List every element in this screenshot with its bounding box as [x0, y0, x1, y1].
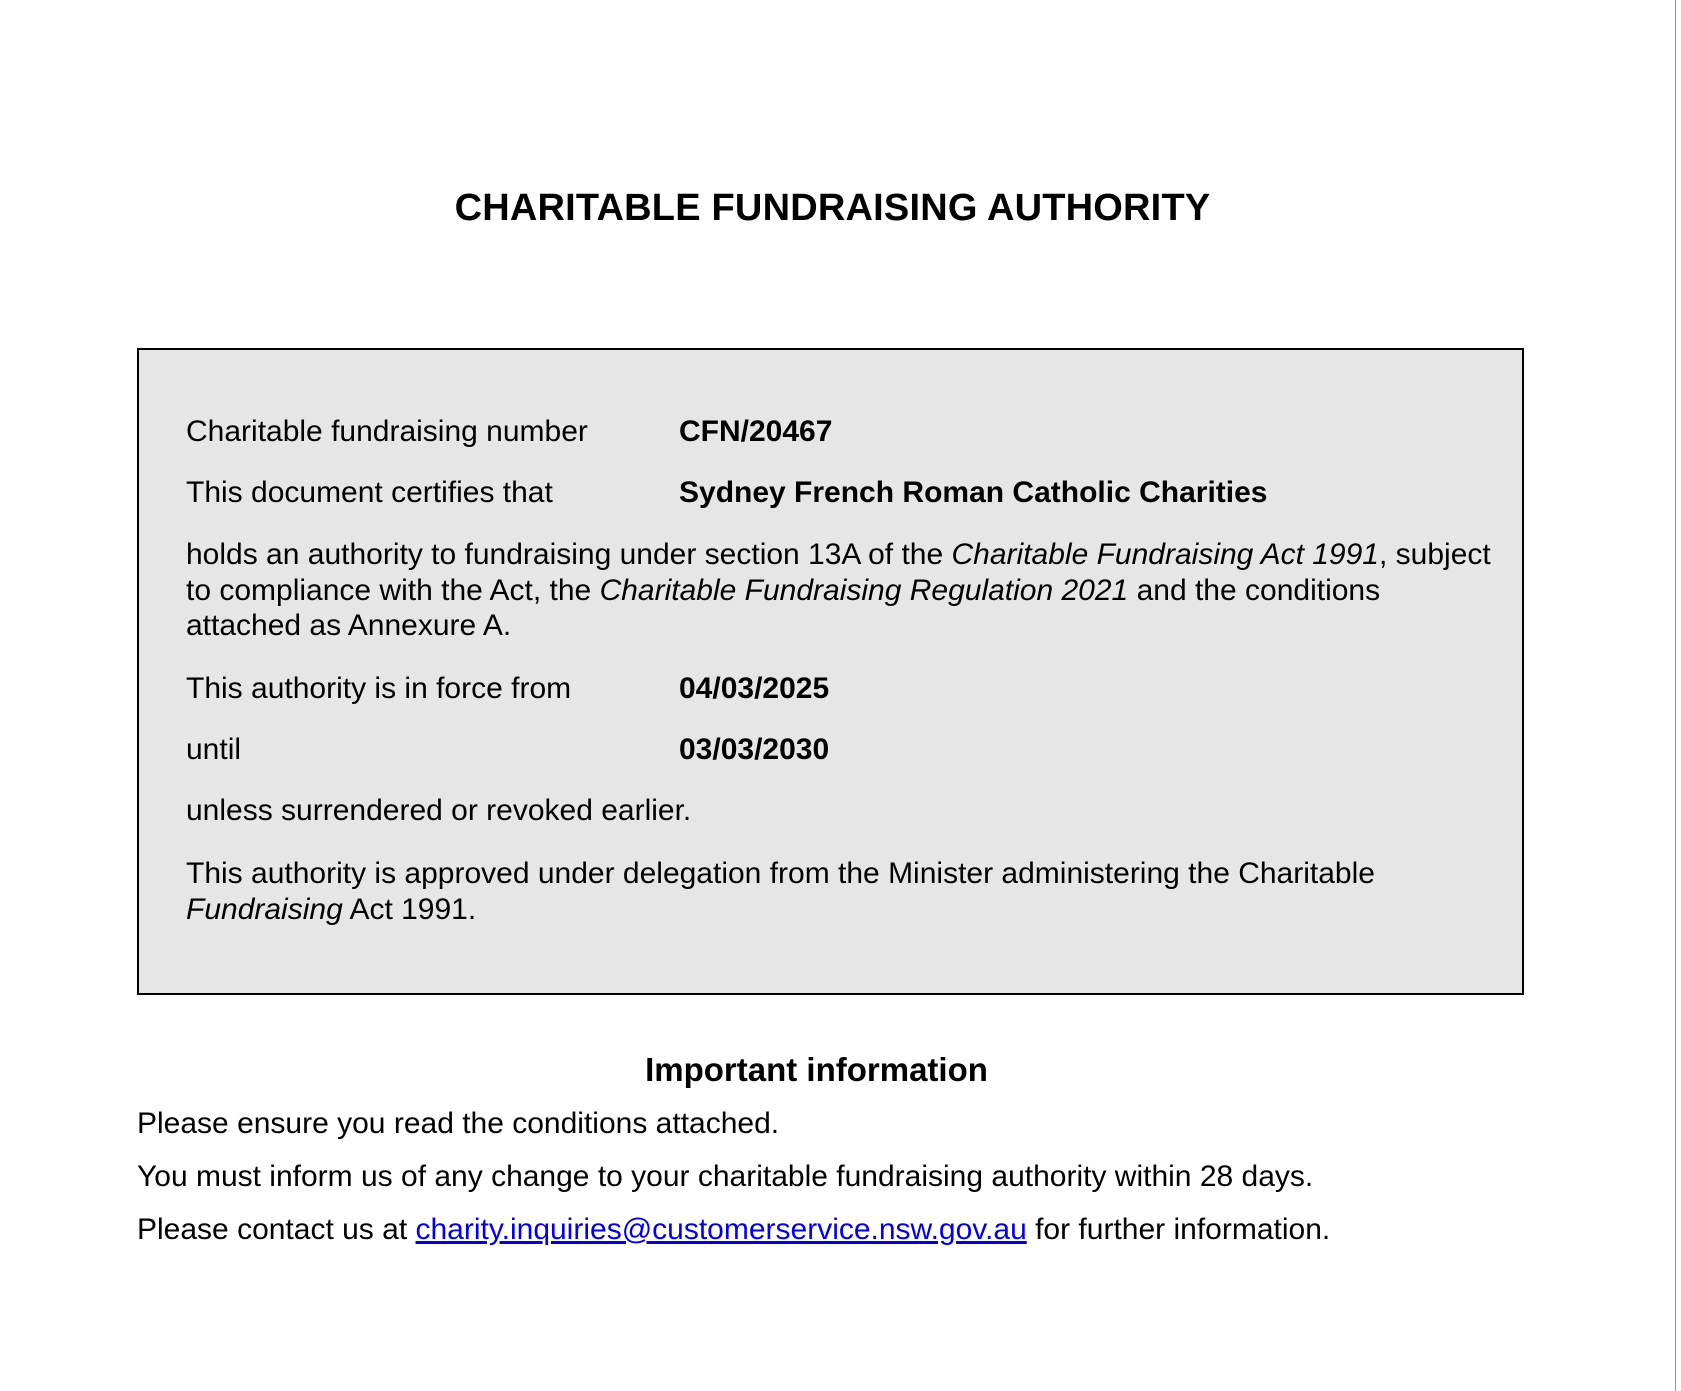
fundraising-number-label: Charitable fundraising number	[186, 415, 588, 448]
contact-email-link[interactable]: charity.inquiries@customerservice.nsw.gov.au	[415, 1213, 1027, 1246]
approval-text-2: Act 1991.	[342, 892, 477, 926]
authority-statement	[186, 537, 1496, 644]
info-line-contact	[137, 1212, 1330, 1248]
info-line-conditions: Please ensure you read the conditions attached.	[137, 1107, 780, 1140]
until-label: until	[186, 733, 242, 766]
unless-text: unless surrendered or revoked earlier.	[186, 794, 692, 827]
approval-italic: Fundraising	[186, 892, 343, 926]
organisation-name: Sydney French Roman Catholic Charities	[679, 476, 1268, 509]
authority-statement-text-3: and the conditions attached as Annexure A.	[186, 573, 1381, 642]
authority-statement-text-1: holds an authority to fundraising under section 13A of the	[186, 538, 952, 571]
authority-statement-text-2: , subject to compliance with the Act, the	[186, 538, 1491, 607]
certifies-label: This document certifies that	[186, 476, 553, 509]
approval-statement	[186, 856, 1496, 927]
info-line-changes: You must inform us of any change to your charitable fundraising authority within 28 days.	[137, 1160, 1314, 1193]
page-edge-divider	[1675, 0, 1676, 1391]
important-information-heading: Important information	[645, 1051, 988, 1088]
act-name: Charitable Fundraising Act 1991	[951, 538, 1379, 571]
regulation-name: Charitable Fundraising Regulation 2021	[599, 573, 1129, 607]
in-force-label: This authority is in force from	[186, 672, 572, 705]
contact-suffix: for further information.	[1026, 1213, 1331, 1246]
in-force-date: 04/03/2025	[679, 672, 830, 705]
approval-text-1: This authority is approved under delegation from the Minister administering the Charitable	[186, 857, 1375, 890]
fundraising-number-value: CFN/20467	[679, 415, 833, 448]
document-title: CHARITABLE FUNDRAISING AUTHORITY	[454, 187, 1211, 229]
until-date: 03/03/2030	[679, 733, 830, 766]
contact-prefix: Please contact us at	[137, 1213, 416, 1246]
